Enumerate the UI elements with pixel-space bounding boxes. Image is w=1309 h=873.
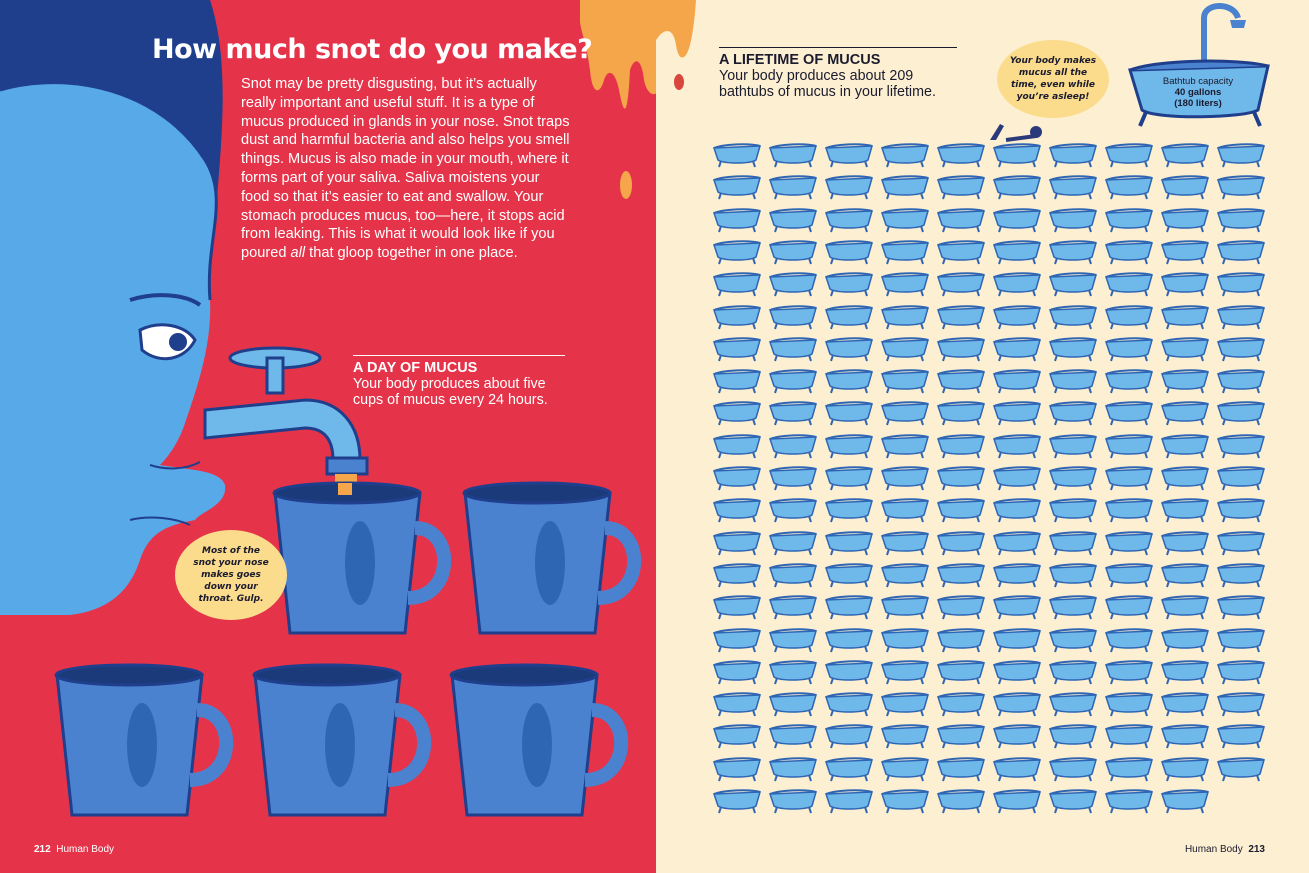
bathtub-icon bbox=[1104, 721, 1154, 749]
bathtub-icon bbox=[824, 205, 874, 233]
bathtub-icon bbox=[936, 528, 986, 556]
bathtub-icon bbox=[1216, 689, 1266, 717]
bathtub-icon bbox=[1048, 495, 1098, 523]
bathtub-icon bbox=[768, 786, 818, 814]
bathtub-icon bbox=[1048, 172, 1098, 200]
bathtub-icon bbox=[880, 625, 930, 653]
bathtub-icon bbox=[712, 205, 762, 233]
bathtub-icon bbox=[1048, 334, 1098, 362]
bathtub-icon bbox=[1048, 140, 1098, 168]
bathtub-icon bbox=[1160, 625, 1210, 653]
bathtub-icon bbox=[1160, 657, 1210, 685]
bathtub-icon bbox=[992, 269, 1042, 297]
bathtub-icon bbox=[1048, 754, 1098, 782]
bathtub-icon bbox=[1216, 172, 1266, 200]
bathtub-icon bbox=[1160, 431, 1210, 459]
bathtub-icon bbox=[1160, 689, 1210, 717]
bathtub-icon bbox=[1104, 592, 1154, 620]
bathtub-icon bbox=[1048, 302, 1098, 330]
bathtub-icon bbox=[1048, 431, 1098, 459]
bathtub-icon bbox=[1104, 398, 1154, 426]
bathtub-icon bbox=[880, 431, 930, 459]
bathtub-icon bbox=[1160, 366, 1210, 394]
bathtub-icon bbox=[880, 237, 930, 265]
bathtub-icon bbox=[1216, 431, 1266, 459]
bathtub-icon bbox=[1048, 528, 1098, 556]
bathtub-icon bbox=[1160, 398, 1210, 426]
bathtub-icon bbox=[712, 657, 762, 685]
bathtub-icon bbox=[824, 689, 874, 717]
bathtub-icon bbox=[936, 302, 986, 330]
bathtub-icon bbox=[880, 721, 930, 749]
bathtub-icon bbox=[768, 625, 818, 653]
capacity-gallons: 40 gallons bbox=[1174, 87, 1222, 98]
bathtub-icon bbox=[712, 172, 762, 200]
bathtub-icon bbox=[768, 495, 818, 523]
bathtub-icon bbox=[1048, 592, 1098, 620]
bathtub-icon bbox=[936, 366, 986, 394]
bathtub-icon bbox=[936, 205, 986, 233]
bathtub-icon bbox=[1160, 140, 1210, 168]
bathtub-icon bbox=[992, 592, 1042, 620]
speech-bubble-left bbox=[175, 530, 287, 620]
bathtub-icon bbox=[824, 431, 874, 459]
bathtub-icon bbox=[768, 754, 818, 782]
bathtub-icon bbox=[712, 625, 762, 653]
bathtub-icon bbox=[1160, 528, 1210, 556]
bathtub-icon bbox=[1048, 657, 1098, 685]
bathtub-icon bbox=[1216, 366, 1266, 394]
bathtub-icon bbox=[1216, 398, 1266, 426]
folio-left bbox=[34, 844, 114, 855]
bathtub-icon bbox=[1048, 625, 1098, 653]
bathtub-icon bbox=[880, 657, 930, 685]
bathtub-icon bbox=[992, 560, 1042, 588]
bathtub-icon bbox=[768, 560, 818, 588]
cup-icon bbox=[460, 483, 640, 643]
day-of-mucus-section bbox=[353, 355, 565, 408]
bathtub-icon bbox=[936, 560, 986, 588]
bathtub-icon bbox=[880, 140, 930, 168]
bathtub-icon bbox=[824, 592, 874, 620]
bathtub-icon bbox=[880, 205, 930, 233]
bathtub-icon bbox=[824, 560, 874, 588]
bathtub-icon bbox=[1216, 269, 1266, 297]
bathtub-icon bbox=[1160, 560, 1210, 588]
bathtub-icon bbox=[768, 528, 818, 556]
bathtub-icon bbox=[992, 237, 1042, 265]
bathtub-icon bbox=[1104, 140, 1154, 168]
bathtub-icon bbox=[768, 463, 818, 491]
bathtub-icon bbox=[712, 366, 762, 394]
bathtub-icon bbox=[992, 172, 1042, 200]
bathtub-icon bbox=[1048, 205, 1098, 233]
bathtub-icon bbox=[712, 560, 762, 588]
bathtub-icon bbox=[1160, 205, 1210, 233]
bathtub-icon bbox=[824, 657, 874, 685]
bathtub-icon bbox=[1216, 528, 1266, 556]
bathtub-icon bbox=[1216, 625, 1266, 653]
bathtub-icon bbox=[1048, 366, 1098, 394]
bathtub-icon bbox=[768, 334, 818, 362]
bathtub-icon bbox=[1104, 302, 1154, 330]
bathtub-icon bbox=[768, 302, 818, 330]
speech-bubble-text: Your body makes mucus all the time, even while you’re asleep! bbox=[1009, 56, 1097, 102]
bathtub-icon bbox=[1216, 560, 1266, 588]
bathtub-icon bbox=[768, 721, 818, 749]
bathtub-icon bbox=[712, 140, 762, 168]
bathtub-icon bbox=[768, 140, 818, 168]
bathtub-icon bbox=[1216, 140, 1266, 168]
bathtub-icon bbox=[1104, 431, 1154, 459]
bathtub-icon bbox=[1104, 366, 1154, 394]
bathtub-icon bbox=[880, 463, 930, 491]
bathtub-icon bbox=[1160, 269, 1210, 297]
bathtub-icon bbox=[1160, 721, 1210, 749]
mucus-drip-illustration bbox=[580, 0, 656, 210]
bathtub-icon bbox=[712, 754, 762, 782]
bathtub-icon bbox=[824, 140, 874, 168]
bathtub-icon bbox=[824, 398, 874, 426]
bathtub-icon bbox=[992, 625, 1042, 653]
bathtub-icon bbox=[880, 786, 930, 814]
bathtub-icon bbox=[824, 172, 874, 200]
bathtub-icon bbox=[1048, 237, 1098, 265]
bathtub-icon bbox=[1216, 754, 1266, 782]
bathtub-icon bbox=[1160, 334, 1210, 362]
bathtub-icon bbox=[992, 431, 1042, 459]
bathtub-icon bbox=[712, 528, 762, 556]
day-of-mucus-text: Your body produces about five cups of mucus every 24 hours. bbox=[353, 376, 548, 408]
bathtub-icon bbox=[992, 657, 1042, 685]
bathtub-icon bbox=[824, 721, 874, 749]
bathtub-icon bbox=[1048, 786, 1098, 814]
bathtub-icon bbox=[1216, 495, 1266, 523]
bathtub-icon bbox=[936, 140, 986, 168]
bathtub-icon bbox=[1104, 334, 1154, 362]
bathtub-icon bbox=[768, 172, 818, 200]
bathtub-icon bbox=[992, 786, 1042, 814]
bathtub-icon bbox=[1160, 495, 1210, 523]
bathtub-icon bbox=[880, 302, 930, 330]
bathtub-icon bbox=[712, 689, 762, 717]
bathtub-icon bbox=[880, 754, 930, 782]
bathtub-icon bbox=[1104, 172, 1154, 200]
bathtub-icon bbox=[992, 334, 1042, 362]
day-of-mucus-heading: A DAY OF MUCUS bbox=[353, 360, 478, 376]
bathtub-icon bbox=[1160, 302, 1210, 330]
capacity-liters: (180 liters) bbox=[1174, 98, 1222, 109]
bathtub-icon bbox=[880, 334, 930, 362]
bathtub-icon bbox=[936, 495, 986, 523]
bathtub-icon bbox=[880, 366, 930, 394]
bathtub-icon bbox=[936, 463, 986, 491]
lifetime-of-mucus-section bbox=[719, 47, 957, 100]
bathtub-icon bbox=[992, 528, 1042, 556]
bathtub-icon bbox=[880, 689, 930, 717]
cup-icon bbox=[52, 665, 232, 825]
bathtub-icon bbox=[1048, 269, 1098, 297]
mucus-drip-illustration bbox=[656, 0, 696, 100]
bathtub-icon bbox=[712, 302, 762, 330]
bathtub-icon bbox=[936, 431, 986, 459]
bathtub-icon bbox=[768, 657, 818, 685]
bathtub-icon bbox=[712, 721, 762, 749]
bathtub-icon bbox=[1048, 689, 1098, 717]
bathtub-icon bbox=[1048, 560, 1098, 588]
page-number-right: 213 bbox=[1248, 844, 1265, 855]
folio-label-left: Human Body bbox=[56, 844, 115, 855]
bathtub-icon bbox=[992, 205, 1042, 233]
bathtub-icon bbox=[936, 269, 986, 297]
bathtub-icon bbox=[768, 205, 818, 233]
bathtub-icon bbox=[712, 334, 762, 362]
folio-right bbox=[1185, 844, 1265, 855]
bathtub-icon bbox=[1160, 786, 1210, 814]
bathtub-icon bbox=[712, 786, 762, 814]
bathtub-icon bbox=[768, 689, 818, 717]
bathtub-icon bbox=[880, 592, 930, 620]
intro-text-end: that gloop together in one place. bbox=[305, 245, 518, 262]
bathtub-icon bbox=[712, 495, 762, 523]
bathtub-icon bbox=[1104, 237, 1154, 265]
folio-label-right: Human Body bbox=[1184, 844, 1243, 855]
bathtub-icon bbox=[1104, 560, 1154, 588]
bathtub-icon bbox=[1160, 592, 1210, 620]
bathtub-icon bbox=[1216, 721, 1266, 749]
bathtub-icon bbox=[1160, 463, 1210, 491]
bathtub-icon bbox=[936, 334, 986, 362]
bathtub-icon bbox=[1048, 721, 1098, 749]
bathtub-icon bbox=[824, 786, 874, 814]
bathtub-icon bbox=[1104, 528, 1154, 556]
bathtub-icon bbox=[992, 302, 1042, 330]
bathtub-icon bbox=[824, 302, 874, 330]
bathtub-icon bbox=[824, 528, 874, 556]
bathtub-icon bbox=[768, 431, 818, 459]
bathtub-icon bbox=[768, 592, 818, 620]
speech-bubble-right bbox=[997, 40, 1109, 118]
bathtub-icon bbox=[712, 398, 762, 426]
bathtub-icon bbox=[880, 269, 930, 297]
bathtub-icon bbox=[768, 366, 818, 394]
bathtub-icon bbox=[712, 237, 762, 265]
bathtub-capacity-illustration bbox=[1126, 0, 1276, 130]
bathtub-icon bbox=[936, 237, 986, 265]
bathtub-icon bbox=[1160, 754, 1210, 782]
bathtub-icon bbox=[1048, 463, 1098, 491]
bathtub-icon bbox=[1216, 237, 1266, 265]
cup-icon bbox=[270, 483, 450, 643]
bathtub-icon bbox=[1216, 205, 1266, 233]
bathtub-icon bbox=[768, 269, 818, 297]
bathtub-icon bbox=[992, 366, 1042, 394]
bathtub-icon bbox=[992, 754, 1042, 782]
bathtub-icon bbox=[712, 431, 762, 459]
page-number-left: 212 bbox=[34, 844, 51, 855]
bathtub-icon bbox=[936, 398, 986, 426]
intro-emphasis: all bbox=[290, 245, 306, 262]
bathtub-icon bbox=[824, 334, 874, 362]
speech-bubble-text: Most of the snot your nose makes goes down your throat. Gulp. bbox=[193, 546, 269, 604]
bathtub-icon bbox=[1216, 592, 1266, 620]
bathtub-icon bbox=[1104, 625, 1154, 653]
bathtub-icon bbox=[824, 269, 874, 297]
cup-icon bbox=[250, 665, 430, 825]
bathtub-icon bbox=[712, 592, 762, 620]
bathtub-icon bbox=[1160, 237, 1210, 265]
bathtub-icon bbox=[992, 721, 1042, 749]
bathtub-icon bbox=[1104, 754, 1154, 782]
bathtub-icon bbox=[880, 560, 930, 588]
bathtub-icon bbox=[992, 140, 1042, 168]
bathtub-icon bbox=[992, 398, 1042, 426]
bathtub-icon bbox=[936, 625, 986, 653]
bathtub-icon bbox=[1048, 398, 1098, 426]
right-page bbox=[656, 0, 1309, 873]
bathtub-icon bbox=[936, 657, 986, 685]
lifetime-of-mucus-heading: A LIFETIME OF MUCUS bbox=[719, 52, 881, 68]
bathtub-icon bbox=[824, 495, 874, 523]
intro-paragraph bbox=[241, 75, 571, 263]
bathtub-icon bbox=[936, 172, 986, 200]
bathtub-icon bbox=[936, 786, 986, 814]
bathtub-icon bbox=[880, 495, 930, 523]
bathtub-icon bbox=[824, 463, 874, 491]
bathtub-icon bbox=[1104, 657, 1154, 685]
page-title: How much snot do you make? bbox=[152, 34, 593, 65]
capacity-title: Bathtub capacity bbox=[1162, 76, 1234, 87]
bathtub-icon bbox=[1104, 205, 1154, 233]
bathtub-icon bbox=[824, 237, 874, 265]
bathtub-icon bbox=[1160, 172, 1210, 200]
bathtub-icon bbox=[712, 463, 762, 491]
bathtub-icon bbox=[880, 398, 930, 426]
bathtub-icon bbox=[768, 237, 818, 265]
bathtub-icon bbox=[936, 754, 986, 782]
bathtub-icon bbox=[880, 172, 930, 200]
bathtub-icon bbox=[992, 495, 1042, 523]
cup-icon bbox=[447, 665, 627, 825]
lifetime-of-mucus-text: Your body produces about 209 bathtubs of mucus in your lifetime. bbox=[719, 68, 936, 100]
bathtub-icon bbox=[1216, 463, 1266, 491]
bathtub-icon bbox=[824, 754, 874, 782]
bathtub-icon bbox=[824, 366, 874, 394]
bathtub-icon bbox=[1216, 657, 1266, 685]
bathtub-icon bbox=[992, 463, 1042, 491]
bathtub-icon bbox=[1104, 269, 1154, 297]
bathtub-icon bbox=[992, 689, 1042, 717]
bathtub-icon bbox=[936, 592, 986, 620]
bathtub-capacity-label bbox=[1142, 76, 1254, 109]
bathtub-icon bbox=[824, 625, 874, 653]
bathtub-icon bbox=[712, 269, 762, 297]
bathtub-icon bbox=[1104, 689, 1154, 717]
bathtub-icon bbox=[1104, 463, 1154, 491]
bathtub-icon bbox=[768, 398, 818, 426]
bathtub-icon bbox=[1104, 495, 1154, 523]
intro-text-start: Snot may be pretty disgusting, but it’s actually really important and useful stuff. It is a type of mucus produced in glands in your nose. Snot traps dust and harmful bacteria and also helps you smell things. Mucus is also made in your mouth, where it forms part of your saliva. Saliva moistens your food so that it’s easier to eat and swallow. Your stomach produces mucus, too—here, it stops acid from leaking. This is what it would look like if you poured bbox=[241, 76, 570, 262]
bathtub-icon bbox=[936, 721, 986, 749]
bathtub-icon bbox=[880, 528, 930, 556]
bathtub-icon bbox=[1216, 302, 1266, 330]
bathtub-icon bbox=[1216, 334, 1266, 362]
bathtub-icon bbox=[1104, 786, 1154, 814]
bathtub-icon bbox=[936, 689, 986, 717]
